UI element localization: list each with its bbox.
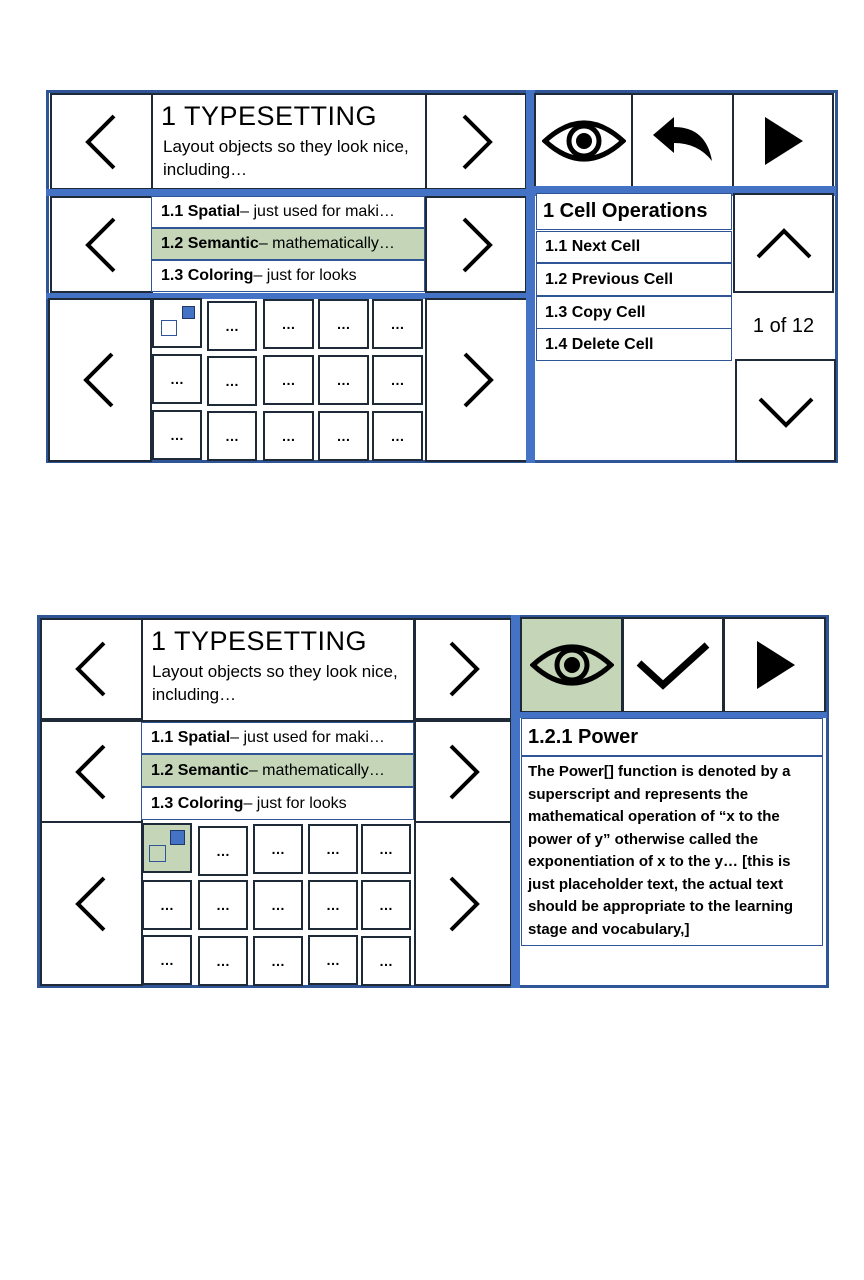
chevron-right-icon (443, 874, 483, 934)
eye-icon (530, 639, 614, 691)
category-description: Layout objects so they look nice, including… (152, 662, 398, 704)
operation-copy-cell[interactable]: 1.3 Copy Cell (536, 296, 732, 329)
grid-cell[interactable]: … (253, 880, 303, 930)
subcategory-summary: – just used for maki… (240, 203, 395, 220)
grid-cell[interactable]: … (152, 354, 202, 404)
box-placeholder-icon (149, 845, 166, 862)
grid-cell[interactable]: … (361, 880, 411, 930)
box-placeholder-icon (170, 830, 185, 845)
grid-cell[interactable]: … (263, 355, 314, 405)
grid-cell[interactable]: … (372, 355, 423, 405)
grid-cell[interactable]: … (263, 411, 314, 461)
subcategory-next-button[interactable] (414, 720, 512, 823)
grid-cell[interactable]: … (207, 301, 257, 351)
grid-cell[interactable]: … (361, 824, 411, 874)
grid-cell[interactable]: … (361, 936, 411, 986)
grid-cell[interactable]: … (308, 935, 358, 985)
subcategory-number: 1.2 Semantic (151, 761, 249, 779)
grid-cell-selected[interactable] (142, 823, 192, 873)
subcategory-prev-button[interactable] (40, 720, 143, 823)
grid-cell[interactable]: … (198, 936, 248, 986)
chevron-right-icon (443, 639, 483, 699)
grid-cell[interactable]: … (142, 935, 192, 985)
grid-cell[interactable]: … (308, 880, 358, 930)
cells-next-button[interactable] (414, 821, 512, 986)
category-panel (141, 618, 415, 722)
grid-cell[interactable]: … (142, 880, 192, 930)
column-divider (511, 615, 520, 988)
grid-cell[interactable]: … (318, 355, 369, 405)
subcategory-number: 1.1 Spatial (161, 203, 241, 220)
subcategory-summary: – just for looks (253, 267, 357, 284)
subcategory-number: 1.1 Spatial (151, 729, 231, 746)
category-prev-button[interactable] (40, 618, 143, 720)
subcategory-number: 1.2 Semantic (161, 235, 259, 252)
subcategory-summary: – mathematically… (248, 761, 385, 779)
cells-prev-button[interactable] (40, 821, 143, 986)
subcategory-item-coloring[interactable] (141, 787, 414, 820)
grid-cell[interactable]: … (318, 299, 369, 349)
chevron-left-icon (72, 874, 112, 934)
operations-header: 1 Cell Operations (536, 193, 732, 230)
play-icon (753, 639, 797, 691)
detail-title: 1.2.1 Power (521, 718, 823, 756)
checkmark-icon (635, 639, 711, 691)
grid-cell[interactable]: … (198, 880, 248, 930)
view-button[interactable] (520, 617, 623, 713)
operation-previous-cell[interactable]: 1.2 Previous Cell (536, 263, 732, 296)
grid-cell[interactable]: … (308, 824, 358, 874)
category-title: 1 TYPESETTING (161, 101, 378, 131)
grid-cell[interactable]: … (372, 299, 423, 349)
operation-delete-cell[interactable]: 1.4 Delete Cell (536, 328, 732, 361)
grid-cell[interactable]: … (198, 826, 248, 876)
grid-cell[interactable]: … (207, 356, 257, 406)
run-button[interactable] (723, 617, 826, 713)
subcategory-item-semantic[interactable] (141, 754, 414, 787)
subcategory-item-spatial[interactable] (141, 722, 414, 754)
grid-cell[interactable]: … (253, 936, 303, 986)
subcategory-list (141, 722, 415, 822)
subcategory-summary: – mathematically… (258, 235, 395, 252)
grid-cell[interactable]: … (263, 299, 314, 349)
grid-cell[interactable]: … (152, 410, 202, 460)
category-title: 1 TYPESETTING (151, 626, 368, 656)
grid-cell[interactable]: … (207, 411, 257, 461)
category-next-button[interactable] (414, 618, 512, 720)
chevron-left-icon (72, 639, 112, 699)
chevron-left-icon (72, 742, 112, 802)
grid-cell[interactable]: … (318, 411, 369, 461)
page-indicator: 1 of 12 (752, 314, 815, 337)
chevron-right-icon (443, 742, 483, 802)
subcategory-number: 1.3 Coloring (151, 794, 244, 812)
operation-next-cell[interactable]: 1.1 Next Cell (536, 231, 732, 263)
subcategory-number: 1.3 Coloring (161, 267, 254, 284)
subcategory-summary: – just used for maki… (230, 729, 385, 746)
confirm-button[interactable] (622, 617, 724, 713)
detail-description: The Power[] function is denoted by a superscript and represents the mathematical operation of “x to the power of y” otherwise called the exponentiation of x to the y… [this is just placeholder text, the actual text should be appropriate to the learning stage and vocabulary,] (521, 756, 823, 946)
grid-cell[interactable]: … (253, 824, 303, 874)
category-description: Layout objects so they look nice, including… (163, 137, 409, 179)
subcategory-summary: – just for looks (243, 794, 347, 812)
cell-grid (141, 822, 415, 986)
grid-cell[interactable]: … (372, 411, 423, 461)
